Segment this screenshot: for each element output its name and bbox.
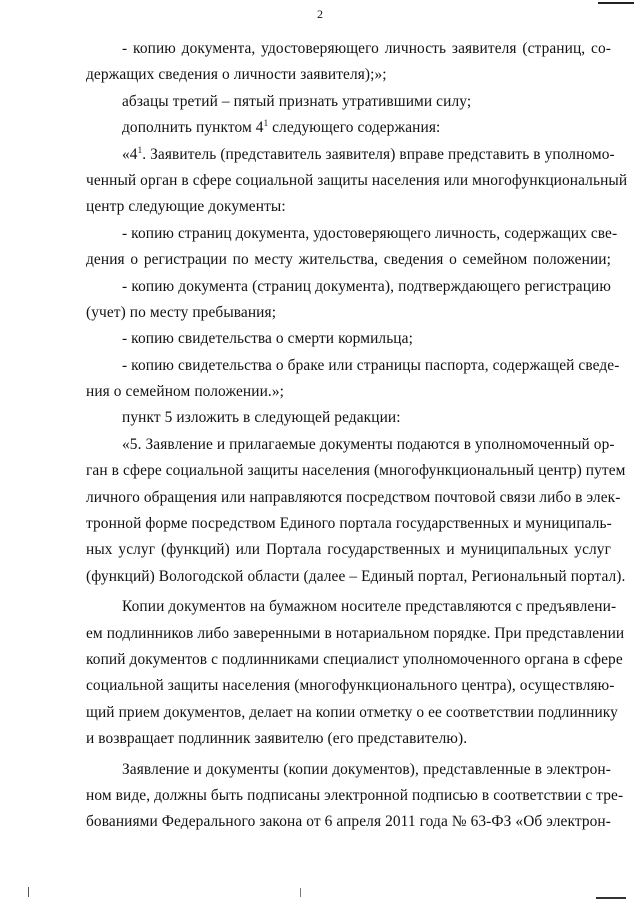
text-line: - копию страниц документа, удостоверяющего личность, содержащих све- <box>122 224 618 242</box>
text-line: - копию документа, удостоверяющего личность заявителя (страниц, со- <box>122 40 611 57</box>
text-line: копий документов с подлинниками специалист уполномоченного органа в сфере <box>86 650 623 668</box>
text-fragment: дополнить пунктом 4 <box>122 119 264 137</box>
text-line: бованиями Федерального закона от 6 апреля 2011 года № 63-ФЗ «Об электрон- <box>86 813 611 831</box>
text-line: (учет) по месту пребывания; <box>86 303 277 321</box>
scan-mark-top <box>598 2 634 4</box>
text-line: - копию свидетельства о смерти кормильца; <box>122 330 413 348</box>
text-line: тронной форме посредством Единого портала государственных и муниципаль- <box>86 515 612 533</box>
text-line <box>86 115 611 141</box>
text-line: личного обращения или направляются посредством почтовой связи либо в элек- <box>86 488 621 506</box>
text-line: Копии документов на бумажном носителе представляются с предъявлени- <box>122 598 617 616</box>
text-line: - копию документа (страниц документа), подтверждающего регистрацию <box>122 277 611 295</box>
text-line: Заявление и документы (копии документов), представленные в электрон- <box>122 760 611 778</box>
document-body <box>86 36 628 836</box>
text-line: центр следующие документы: <box>86 198 286 216</box>
scan-mark-center <box>300 888 301 897</box>
text-line <box>86 142 615 168</box>
text-line: держащих сведения о личности заявителя);»; <box>86 66 387 84</box>
text-fragment: «4 <box>122 145 138 163</box>
text-line: ных услуг (функций) или Портала государственных и муниципальных услуг <box>86 541 611 559</box>
text-fragment: следующего содержания: <box>268 119 441 137</box>
scan-mark-bottom <box>596 897 626 899</box>
text-line: ем подлинников либо заверенными в нотариальном порядке. При представлении <box>86 624 625 642</box>
text-line: ченный орган в сфере социальной защиты населения или многофункциональный <box>86 171 628 189</box>
text-line: щий прием документов, делает на копии отметку о ее соответствии подлиннику <box>86 703 618 721</box>
text-line: абзацы третий – пятый признать утратившими силу; <box>122 92 472 110</box>
page-number: 2 <box>317 7 323 21</box>
text-line: социальной защиты населения (многофункционального центра), осуществляю- <box>86 677 615 695</box>
superscript: 1 <box>137 144 143 155</box>
text-line: «5. Заявление и прилагаемые документы подаются в уполномоченный ор- <box>122 435 615 453</box>
text-line: дения о регистрации по месту жительства, сведения о семейном положении; <box>86 251 611 269</box>
text-line: ган в сфере социальной защиты населения (многофункциональный центр) путем <box>86 462 626 480</box>
scan-mark-left <box>28 887 29 897</box>
text-line: ном виде, должны быть подписаны электронной подписью в соответствии с тре- <box>86 786 624 804</box>
superscript: 1 <box>263 118 269 129</box>
text-line: - копию свидетельства о браке или страницы паспорта, содержащей сведе- <box>122 356 620 374</box>
text-line: и возвращает подлинник заявителю (его представителю). <box>86 730 468 748</box>
text-line: ния о семейном положении.»; <box>86 383 285 401</box>
text-line: пункт 5 изложить в следующей редакции: <box>122 409 401 427</box>
text-line: (функций) Вологодской области (далее – Единый портал, Региональный портал). <box>86 567 626 585</box>
text-fragment: . Заявитель (представитель заявителя) вправе представить в уполномо- <box>142 145 615 163</box>
